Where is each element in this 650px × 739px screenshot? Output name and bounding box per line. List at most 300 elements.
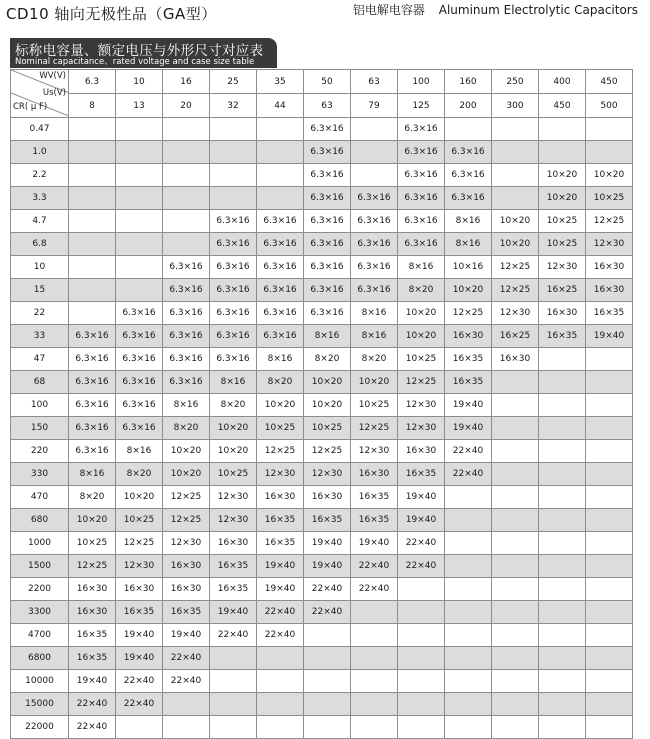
size-cell: 6.3×16 — [163, 348, 210, 371]
size-cell — [210, 141, 257, 164]
size-cell: 8×20 — [69, 486, 116, 509]
size-cell — [116, 256, 163, 279]
size-cell: 6.3×16 — [351, 256, 398, 279]
size-cell: 6.3×16 — [69, 325, 116, 348]
size-cell: 6.3×16 — [257, 256, 304, 279]
us-header-cell: 500 — [586, 94, 633, 118]
size-cell — [586, 394, 633, 417]
size-cell: 19×40 — [398, 509, 445, 532]
category-en: Aluminum Electrolytic Capacitors — [438, 3, 638, 17]
size-cell: 16×30 — [586, 256, 633, 279]
size-cell: 22×40 — [210, 624, 257, 647]
table-row — [11, 394, 633, 417]
size-cell: 16×35 — [351, 509, 398, 532]
table-row — [11, 417, 633, 440]
size-cell: 16×25 — [539, 279, 586, 302]
size-cell — [398, 693, 445, 716]
size-cell: 22×40 — [257, 624, 304, 647]
us-header-cell: 125 — [398, 94, 445, 118]
size-cell: 6.3×16 — [210, 210, 257, 233]
size-cell — [586, 647, 633, 670]
size-cell — [304, 624, 351, 647]
size-cell: 12×30 — [351, 440, 398, 463]
size-cell: 10×20 — [492, 210, 539, 233]
size-cell — [586, 486, 633, 509]
size-cell — [163, 233, 210, 256]
size-cell — [586, 118, 633, 141]
size-cell — [539, 371, 586, 394]
size-cell: 19×40 — [304, 555, 351, 578]
size-cell: 12×25 — [69, 555, 116, 578]
size-cell: 10×20 — [398, 302, 445, 325]
size-cell: 19×40 — [257, 578, 304, 601]
size-cell — [492, 601, 539, 624]
size-cell: 22×40 — [257, 601, 304, 624]
size-cell: 16×35 — [69, 624, 116, 647]
size-cell — [492, 716, 539, 739]
size-cell: 10×25 — [539, 210, 586, 233]
wv-header-cell: 450 — [586, 70, 633, 94]
size-cell — [492, 486, 539, 509]
size-cell: 22×40 — [351, 555, 398, 578]
size-cell: 6.3×16 — [163, 256, 210, 279]
size-cell — [398, 578, 445, 601]
size-cell — [257, 164, 304, 187]
size-cell: 6.3×16 — [304, 118, 351, 141]
size-cell: 10×20 — [398, 325, 445, 348]
capacitance-cell: 3300 — [11, 601, 69, 624]
size-cell — [445, 716, 492, 739]
size-cell: 6.3×16 — [398, 187, 445, 210]
table-row — [11, 555, 633, 578]
size-cell: 19×40 — [116, 624, 163, 647]
size-cell: 6.3×16 — [445, 141, 492, 164]
banner-title-cn: 标称电容量、额定电压与外形尺寸对应表 — [15, 43, 264, 59]
corner-us-label: Us(V) — [42, 88, 66, 98]
size-cell — [163, 210, 210, 233]
capacitance-cell: 0.47 — [11, 118, 69, 141]
size-cell — [539, 348, 586, 371]
size-cell: 6.3×16 — [304, 256, 351, 279]
size-cell: 8×16 — [304, 325, 351, 348]
size-cell: 19×40 — [445, 394, 492, 417]
size-cell: 10×20 — [539, 187, 586, 210]
size-cell — [492, 670, 539, 693]
size-cell: 16×30 — [257, 486, 304, 509]
size-cell: 10×25 — [304, 417, 351, 440]
size-cell: 6.3×16 — [210, 348, 257, 371]
size-cell: 12×30 — [539, 256, 586, 279]
size-cell — [492, 578, 539, 601]
size-cell: 16×30 — [586, 279, 633, 302]
size-cell: 10×20 — [351, 371, 398, 394]
wv-header-cell: 10 — [116, 70, 163, 94]
table-row — [11, 716, 633, 739]
size-cell: 22×40 — [445, 463, 492, 486]
size-cell — [492, 371, 539, 394]
size-cell: 12×30 — [492, 302, 539, 325]
size-cell — [586, 624, 633, 647]
size-cell — [492, 555, 539, 578]
size-cell — [445, 601, 492, 624]
size-cell: 10×20 — [539, 164, 586, 187]
size-cell: 10×20 — [163, 463, 210, 486]
size-cell — [116, 164, 163, 187]
capacitance-cell: 4700 — [11, 624, 69, 647]
size-cell — [492, 532, 539, 555]
size-cell: 8×20 — [304, 348, 351, 371]
size-cell — [210, 693, 257, 716]
size-cell — [586, 532, 633, 555]
size-cell: 16×35 — [257, 532, 304, 555]
size-cell: 12×25 — [445, 302, 492, 325]
size-cell: 10×25 — [257, 417, 304, 440]
size-cell — [398, 647, 445, 670]
size-cell: 10×20 — [304, 394, 351, 417]
size-cell: 6.3×16 — [163, 302, 210, 325]
size-cell — [539, 509, 586, 532]
size-cell: 12×30 — [257, 463, 304, 486]
us-header-cell: 20 — [163, 94, 210, 118]
size-cell — [492, 463, 539, 486]
size-cell — [304, 670, 351, 693]
size-cell: 6.3×16 — [351, 279, 398, 302]
size-cell — [492, 647, 539, 670]
size-cell — [69, 279, 116, 302]
size-cell: 19×40 — [398, 486, 445, 509]
size-cell — [445, 486, 492, 509]
size-cell: 6.3×16 — [398, 210, 445, 233]
size-cell — [69, 118, 116, 141]
size-cell: 16×30 — [351, 463, 398, 486]
size-cell: 8×16 — [445, 210, 492, 233]
size-cell — [539, 647, 586, 670]
capacitance-cell: 330 — [11, 463, 69, 486]
table-row — [11, 279, 633, 302]
size-cell: 10×25 — [398, 348, 445, 371]
size-cell: 16×30 — [163, 578, 210, 601]
size-cell — [351, 716, 398, 739]
size-cell: 10×20 — [586, 164, 633, 187]
size-cell — [351, 118, 398, 141]
size-cell: 6.3×16 — [69, 417, 116, 440]
table-row — [11, 233, 633, 256]
size-cell — [304, 647, 351, 670]
size-cell — [69, 302, 116, 325]
size-cell — [586, 693, 633, 716]
wv-header-cell: 400 — [539, 70, 586, 94]
size-cell: 6.3×16 — [210, 302, 257, 325]
capacitance-cell: 15 — [11, 279, 69, 302]
size-cell: 10×25 — [586, 187, 633, 210]
size-cell: 10×20 — [210, 440, 257, 463]
size-cell: 12×25 — [586, 210, 633, 233]
size-cell: 16×35 — [116, 601, 163, 624]
size-cell: 6.3×16 — [116, 348, 163, 371]
size-cell: 8×16 — [445, 233, 492, 256]
banner-title-en: Nominal capacitance、rated voltage and case size table — [15, 57, 255, 67]
size-cell: 10×20 — [492, 233, 539, 256]
size-cell: 8×20 — [398, 279, 445, 302]
size-cell — [116, 187, 163, 210]
table-row — [11, 647, 633, 670]
size-cell: 10×25 — [351, 394, 398, 417]
size-cell: 16×30 — [539, 302, 586, 325]
size-cell — [492, 693, 539, 716]
size-cell — [586, 440, 633, 463]
wv-header-cell: 35 — [257, 70, 304, 94]
table-row — [11, 325, 633, 348]
size-cell — [492, 187, 539, 210]
size-cell — [492, 118, 539, 141]
size-cell — [539, 141, 586, 164]
size-cell: 19×40 — [586, 325, 633, 348]
size-cell: 6.3×16 — [398, 118, 445, 141]
size-cell: 8×16 — [398, 256, 445, 279]
table-row — [11, 302, 633, 325]
size-cell: 6.3×16 — [210, 279, 257, 302]
size-cell: 10×25 — [116, 509, 163, 532]
us-header-cell: 450 — [539, 94, 586, 118]
table-row — [11, 187, 633, 210]
size-cell — [210, 647, 257, 670]
capacitance-cell: 1.0 — [11, 141, 69, 164]
us-header-cell: 44 — [257, 94, 304, 118]
wv-header-cell: 250 — [492, 70, 539, 94]
size-cell: 6.3×16 — [163, 371, 210, 394]
size-cell: 8×20 — [257, 371, 304, 394]
size-cell: 22×40 — [116, 693, 163, 716]
size-cell: 22×40 — [445, 440, 492, 463]
size-cell: 16×35 — [257, 509, 304, 532]
size-cell — [69, 210, 116, 233]
size-cell — [398, 601, 445, 624]
size-cell: 22×40 — [163, 647, 210, 670]
header-row-us — [11, 94, 633, 118]
size-cell: 16×30 — [116, 578, 163, 601]
size-cell: 19×40 — [257, 555, 304, 578]
size-cell — [351, 141, 398, 164]
size-cell: 6.3×16 — [210, 325, 257, 348]
size-cell: 6.3×16 — [116, 302, 163, 325]
size-cell — [586, 348, 633, 371]
us-header-cell: 79 — [351, 94, 398, 118]
size-cell — [539, 693, 586, 716]
size-cell — [445, 578, 492, 601]
size-cell — [539, 578, 586, 601]
size-cell: 22×40 — [398, 555, 445, 578]
size-cell — [257, 716, 304, 739]
size-cell: 6.3×16 — [398, 164, 445, 187]
capacitance-cell: 2200 — [11, 578, 69, 601]
capacitance-cell: 22000 — [11, 716, 69, 739]
size-cell — [586, 509, 633, 532]
size-cell: 22×40 — [163, 670, 210, 693]
size-cell — [539, 555, 586, 578]
size-cell: 16×35 — [69, 647, 116, 670]
size-cell — [116, 210, 163, 233]
table-row — [11, 486, 633, 509]
capacitance-cell: 10 — [11, 256, 69, 279]
wv-header-cell: 25 — [210, 70, 257, 94]
size-cell: 16×30 — [304, 486, 351, 509]
size-cell: 10×25 — [210, 463, 257, 486]
size-cell — [163, 693, 210, 716]
size-cell: 6.3×16 — [351, 210, 398, 233]
size-cell — [163, 118, 210, 141]
size-cell: 22×40 — [69, 716, 116, 739]
size-cell — [398, 716, 445, 739]
size-cell — [445, 118, 492, 141]
size-cell: 12×25 — [398, 371, 445, 394]
capacitance-cell: 22 — [11, 302, 69, 325]
size-cell — [539, 118, 586, 141]
size-cell — [257, 647, 304, 670]
size-cell — [257, 693, 304, 716]
size-cell — [163, 164, 210, 187]
size-cell: 8×20 — [163, 417, 210, 440]
size-cell: 12×30 — [163, 532, 210, 555]
size-cell — [586, 417, 633, 440]
size-cell — [586, 371, 633, 394]
size-cell: 16×30 — [398, 440, 445, 463]
size-cell: 8×16 — [351, 302, 398, 325]
capacitance-cell: 470 — [11, 486, 69, 509]
size-cell — [445, 532, 492, 555]
size-cell: 12×25 — [304, 440, 351, 463]
size-cell: 8×16 — [351, 325, 398, 348]
capacitance-cell: 6800 — [11, 647, 69, 670]
size-cell: 6.3×16 — [351, 233, 398, 256]
size-cell: 12×25 — [116, 532, 163, 555]
size-cell: 16×35 — [163, 601, 210, 624]
size-cell — [304, 693, 351, 716]
us-header-cell: 63 — [304, 94, 351, 118]
size-cell — [539, 532, 586, 555]
size-cell — [351, 601, 398, 624]
size-cell: 8×20 — [351, 348, 398, 371]
table-row — [11, 693, 633, 716]
size-cell: 12×30 — [304, 463, 351, 486]
size-cell: 19×40 — [116, 647, 163, 670]
table-row — [11, 624, 633, 647]
size-cell — [69, 141, 116, 164]
size-cell: 16×30 — [69, 601, 116, 624]
capacitance-cell: 68 — [11, 371, 69, 394]
size-cell — [116, 141, 163, 164]
size-cell: 8×16 — [69, 463, 116, 486]
size-cell: 22×40 — [69, 693, 116, 716]
us-header-cell: 200 — [445, 94, 492, 118]
size-cell — [210, 670, 257, 693]
table-row — [11, 118, 633, 141]
size-cell: 8×16 — [116, 440, 163, 463]
size-cell — [492, 141, 539, 164]
table-row — [11, 141, 633, 164]
table-row — [11, 440, 633, 463]
size-cell — [586, 670, 633, 693]
size-cell: 6.3×16 — [116, 394, 163, 417]
size-cell: 12×30 — [210, 486, 257, 509]
size-cell: 16×30 — [69, 578, 116, 601]
size-cell — [586, 578, 633, 601]
table-row — [11, 578, 633, 601]
size-cell: 6.3×16 — [116, 325, 163, 348]
size-cell: 12×25 — [492, 256, 539, 279]
size-cell: 12×25 — [351, 417, 398, 440]
size-cell — [445, 509, 492, 532]
size-cell: 10×20 — [69, 509, 116, 532]
size-cell — [351, 670, 398, 693]
size-cell: 10×20 — [163, 440, 210, 463]
size-cell: 6.3×16 — [257, 302, 304, 325]
table-row — [11, 601, 633, 624]
wv-header-cell: 16 — [163, 70, 210, 94]
size-cell — [257, 118, 304, 141]
capacitance-cell: 2.2 — [11, 164, 69, 187]
size-cell: 12×30 — [398, 394, 445, 417]
size-cell — [257, 187, 304, 210]
us-header-cell: 300 — [492, 94, 539, 118]
size-cell — [492, 417, 539, 440]
size-cell: 16×35 — [210, 578, 257, 601]
size-cell: 6.3×16 — [304, 141, 351, 164]
size-cell: 6.3×16 — [210, 256, 257, 279]
size-cell: 10×20 — [210, 417, 257, 440]
table-row — [11, 348, 633, 371]
size-cell — [69, 233, 116, 256]
size-cell: 10×16 — [445, 256, 492, 279]
capacitance-cell: 1500 — [11, 555, 69, 578]
size-cell: 6.3×16 — [304, 279, 351, 302]
size-cell: 6.3×16 — [304, 302, 351, 325]
size-cell — [69, 256, 116, 279]
size-cell — [163, 187, 210, 210]
size-cell: 6.3×16 — [304, 187, 351, 210]
size-cell — [210, 187, 257, 210]
size-cell: 6.3×16 — [69, 348, 116, 371]
size-cell — [210, 118, 257, 141]
size-cell: 22×40 — [116, 670, 163, 693]
size-cell: 12×25 — [163, 486, 210, 509]
size-cell: 6.3×16 — [257, 279, 304, 302]
size-cell: 10×20 — [445, 279, 492, 302]
size-cell: 6.3×16 — [304, 164, 351, 187]
size-cell — [586, 555, 633, 578]
size-cell: 10×20 — [257, 394, 304, 417]
size-cell — [445, 693, 492, 716]
page-title: CD10 轴向无极性品（GA型） — [6, 5, 217, 23]
wv-header-cell: 50 — [304, 70, 351, 94]
us-header-cell: 13 — [116, 94, 163, 118]
capacitance-cell: 15000 — [11, 693, 69, 716]
size-cell: 16×35 — [586, 302, 633, 325]
size-cell — [539, 394, 586, 417]
size-cell: 10×25 — [69, 532, 116, 555]
size-cell — [351, 693, 398, 716]
wv-header-cell: 160 — [445, 70, 492, 94]
size-cell: 6.3×16 — [304, 233, 351, 256]
size-cell: 19×40 — [163, 624, 210, 647]
size-cell — [351, 624, 398, 647]
capacitance-cell: 150 — [11, 417, 69, 440]
capacitance-cell: 10000 — [11, 670, 69, 693]
size-cell: 16×35 — [210, 555, 257, 578]
size-table — [10, 69, 633, 739]
size-cell: 6.3×16 — [69, 394, 116, 417]
size-cell: 22×40 — [304, 601, 351, 624]
size-cell: 6.3×16 — [69, 371, 116, 394]
